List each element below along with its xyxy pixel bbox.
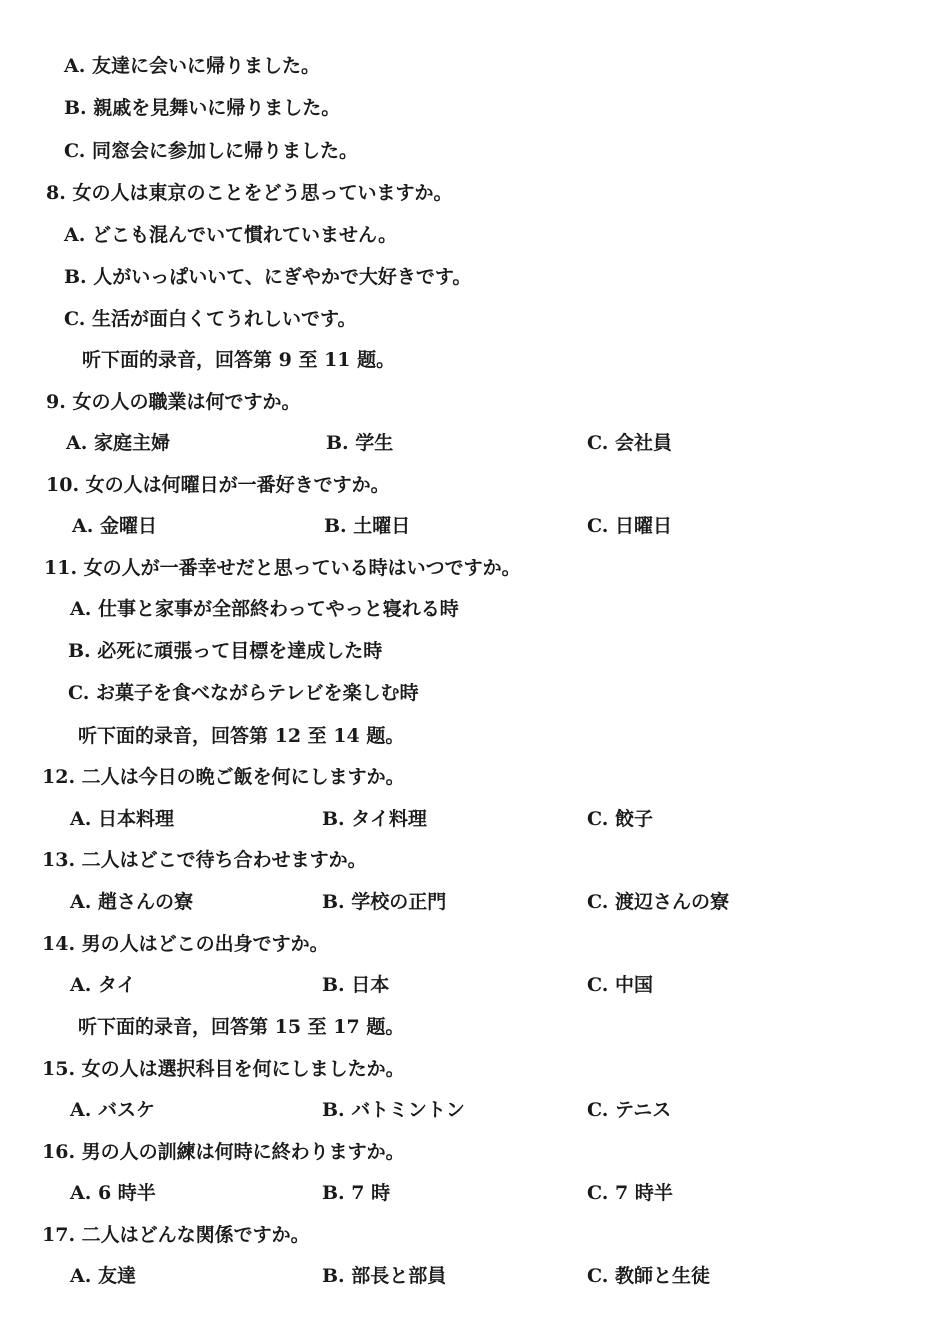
instruction-15-17: 听下面的录音，回答第 15 至 17 题。	[78, 1016, 405, 1038]
q16-option-a: A. 6 時半	[70, 1182, 156, 1204]
q10-option-a: A. 金曜日	[72, 515, 157, 537]
q11-option-c: C. お菓子を食べながらテレビを楽しむ時	[68, 682, 419, 704]
q13-option-a: A. 趙さんの寮	[70, 891, 193, 913]
q8-question: 8. 女の人は東京のことをどう思っていますか。	[46, 182, 453, 204]
q14-option-b: B. 日本	[322, 974, 390, 996]
q15-question: 15. 女の人は選択科目を何にしましたか。	[42, 1058, 405, 1080]
q16-option-c: C. 7 時半	[587, 1182, 673, 1204]
q14-option-a: A. タイ	[70, 974, 136, 996]
q7-option-c: C. 同窓会に参加しに帰りました。	[64, 140, 359, 162]
q12-question: 12. 二人は今日の晩ご飯を何にしますか。	[42, 766, 405, 788]
q11-question: 11. 女の人が一番幸せだと思っている時はいつですか。	[44, 557, 521, 579]
q7-option-b: B. 親戚を見舞いに帰りました。	[64, 97, 341, 119]
q16-question: 16. 男の人の訓練は何時に終わりますか。	[42, 1141, 405, 1163]
q16-option-b: B. 7 時	[322, 1182, 391, 1204]
q14-option-c: C. 中国	[587, 974, 654, 996]
instruction-12-14: 听下面的录音，回答第 12 至 14 题。	[78, 725, 405, 747]
q13-option-b: B. 学校の正門	[322, 891, 447, 913]
q13-option-c: C. 渡辺さんの寮	[587, 891, 730, 913]
q10-option-c: C. 日曜日	[587, 515, 673, 537]
q12-option-c: C. 餃子	[587, 808, 654, 830]
q13-question: 13. 二人はどこで待ち合わせますか。	[42, 849, 367, 871]
q17-option-c: C. 教師と生徒	[587, 1265, 711, 1287]
q8-option-b: B. 人がいっぱいいて、にぎやかで大好きです。	[64, 266, 472, 288]
q12-option-a: A. 日本料理	[70, 808, 174, 830]
q7-option-a: A. 友達に会いに帰りました。	[64, 55, 320, 77]
q8-option-a: A. どこも混んでいて慣れていません。	[64, 224, 398, 246]
q15-option-b: B. バトミントン	[322, 1099, 465, 1121]
q15-option-a: A. バスケ	[70, 1099, 155, 1121]
q9-option-b: B. 学生	[326, 432, 394, 454]
q9-question: 9. 女の人の職業は何ですか。	[46, 391, 301, 413]
q12-option-b: B. タイ料理	[322, 808, 427, 830]
q8-option-c: C. 生活が面白くてうれしいです。	[64, 308, 357, 330]
q17-question: 17. 二人はどんな関係ですか。	[42, 1224, 310, 1246]
q11-option-b: B. 必死に頑張って目標を達成した時	[68, 640, 383, 662]
q10-question: 10. 女の人は何曜日が一番好きですか。	[46, 474, 390, 496]
q10-option-b: B. 土曜日	[324, 515, 411, 537]
q17-option-a: A. 友達	[70, 1265, 136, 1287]
q11-option-a: A. 仕事と家事が全部終わってやっと寝れる時	[70, 598, 459, 620]
q9-option-a: A. 家庭主婦	[66, 432, 170, 454]
instruction-9-11: 听下面的录音，回答第 9 至 11 题。	[82, 349, 396, 371]
q14-question: 14. 男の人はどこの出身ですか。	[42, 933, 329, 955]
q17-option-b: B. 部長と部員	[322, 1265, 447, 1287]
q15-option-c: C. テニス	[587, 1099, 672, 1121]
q9-option-c: C. 会社員	[587, 432, 673, 454]
